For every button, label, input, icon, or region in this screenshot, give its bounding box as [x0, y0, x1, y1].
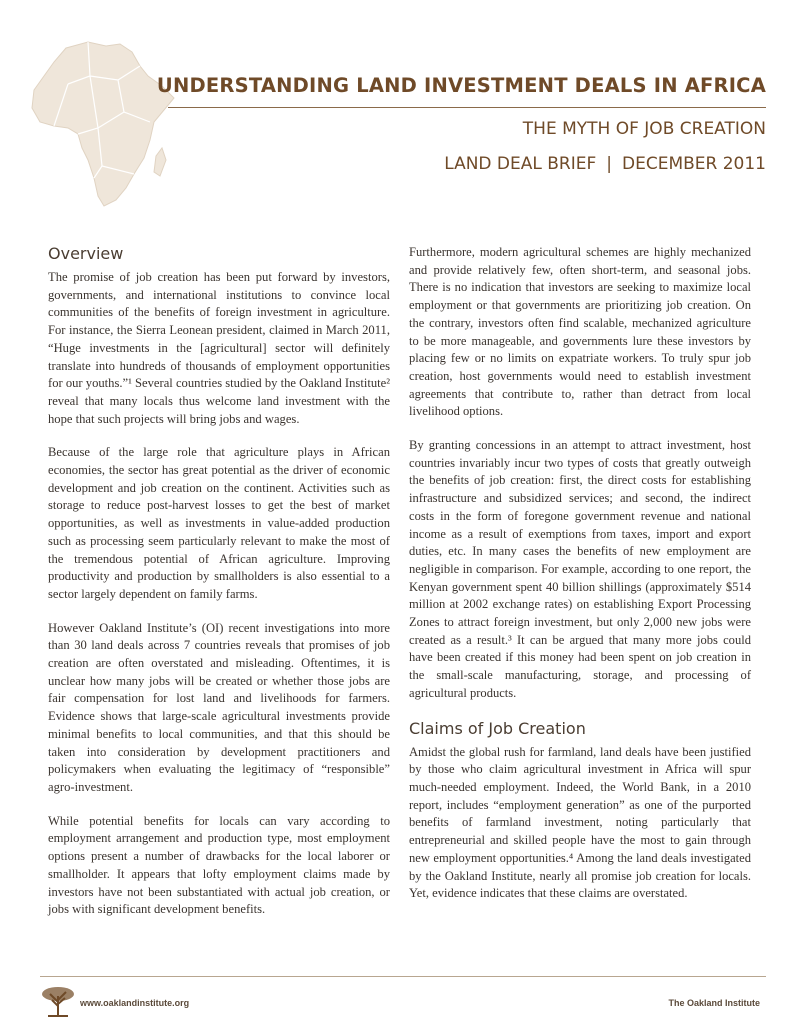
brief-separator: | [606, 154, 612, 174]
overview-paragraph: The promise of job creation has been put forward by investors, governments, and international institutions to convince local communities of the benefits of foreign investment in agriculture. For instance, the Sierra Leonean president, claimed in March 2011, “Huge investments in the [agricultural] sector will definitely translate into hundreds of thousands of employment opportunities for our youths.”¹ Several countries studied by the Oakland Institute² reveal that many locals thus welcome land investment with the hope that such projects will bring jobs and wages. [48, 270, 390, 426]
brief-line [444, 154, 766, 174]
document-title: UNDERSTANDING LAND INVESTMENT DEALS IN AFRICA [156, 74, 766, 97]
footer-divider [40, 976, 766, 977]
left-column [48, 244, 390, 935]
body-paragraph: Furthermore, modern agricultural schemes are highly mechanized and provide relatively few, often short-term, and seasonal jobs. There is no indication that investors are seeking to maximize local employment or that governments are prioritizing job creation. On the contrary, investors often find scalable, mechanized agriculture to be more manageable, and governments lure these investors by placing few or no limits on expatriate workers. To truly spur job creation, host governments would need to establish investment agreements that contribute to, rather than detract from local livelihood options. [409, 245, 751, 419]
overview-paragraph: However Oakland Institute’s (OI) recent investigations into more than 30 land deals across 7 countries reveals that promises of job creation are often overstated and misleading. Oftentimes, it is unclear how many jobs will be created or whether those jobs are fair compensation for lost land and livelihoods for farmers. Evidence shows that large-scale agricultural investments provide minimal benefits to local communities, and that this should be taken into consideration by development practitioners and policymakers when evaluating the legitimacy of “responsible” agro-investment. [48, 620, 390, 794]
tree-logo-icon [40, 982, 76, 1018]
overview-paragraph: Because of the large role that agriculture plays in African economies, the sector has great potential as the driver of economic development and job creation on the continent. Activities such as storage to reduce post-harvest losses to get the best of market opportunities, as well as investments in value-added production such as processing seem particularly relevant to make the most of the tremendous potential of African agriculture. Improving productivity and production by smallholders is also essential to a sector largely dependent on family farms. [48, 445, 390, 601]
body-paragraph: By granting concessions in an attempt to attract investment, host countries invariably incur two types of costs that greatly outweigh the benefits of job creation: first, the direct costs for establishing infrastructure and subsidized services; and second, the indirect costs in the form of foregone government revenue and national income as a result of exemptions from taxes, import and export duties, etc. In many cases the benefits of new employment are negligible in comparison. For example, according to one report, the Kenyan government spent 40 billion shillings (approximately $514 million at 2002 exchange rates) on establishing Export Processing Zones to attract foreign investment, but only 2,000 new jobs were created as a result.³ It can be argued that many more jobs could have been created if this money had been spent on job creation in the small-scale manufacturing, storage, and processing of agricultural products. [409, 438, 751, 700]
overview-paragraph: While potential benefits for locals can vary according to employment arrangement and production type, most employment options present a number of drawbacks for the local laborer or smallholder. It appears that lofty employment claims made by investors have not been substantiated with actual job creation, or jobs with significant development benefits. [48, 813, 390, 917]
document-subtitle: THE MYTH OF JOB CREATION [522, 119, 766, 139]
right-column [409, 244, 751, 919]
brief-date: DECEMBER 2011 [622, 154, 766, 174]
header-divider [168, 107, 766, 108]
africa-map-icon [28, 36, 178, 216]
claims-heading: Claims of Job Creation [409, 718, 586, 738]
claims-paragraph: Amidst the global rush for farmland, land deals have been justified by those who claim agricultural investment in Africa will spur much-needed employment. Indeed, the World Bank, in a 2010 report, includes “employment generation” as one of the purported benefits of farmland investment, noting particularly that entrepreneurial and skilled people have the most to gain through new employment opportunities.⁴ Among the land deals investigated by the Oakland Institute, nearly all promise job creation for locals. Yet, evidence indicates that these claims are overstated. [409, 744, 751, 901]
footer-website-link[interactable]: www.oaklandinstitute.org [80, 998, 190, 1008]
brief-series: LAND DEAL BRIEF [444, 154, 597, 174]
footer-organization: The Oakland Institute [668, 998, 760, 1008]
overview-heading: Overview [48, 244, 124, 263]
